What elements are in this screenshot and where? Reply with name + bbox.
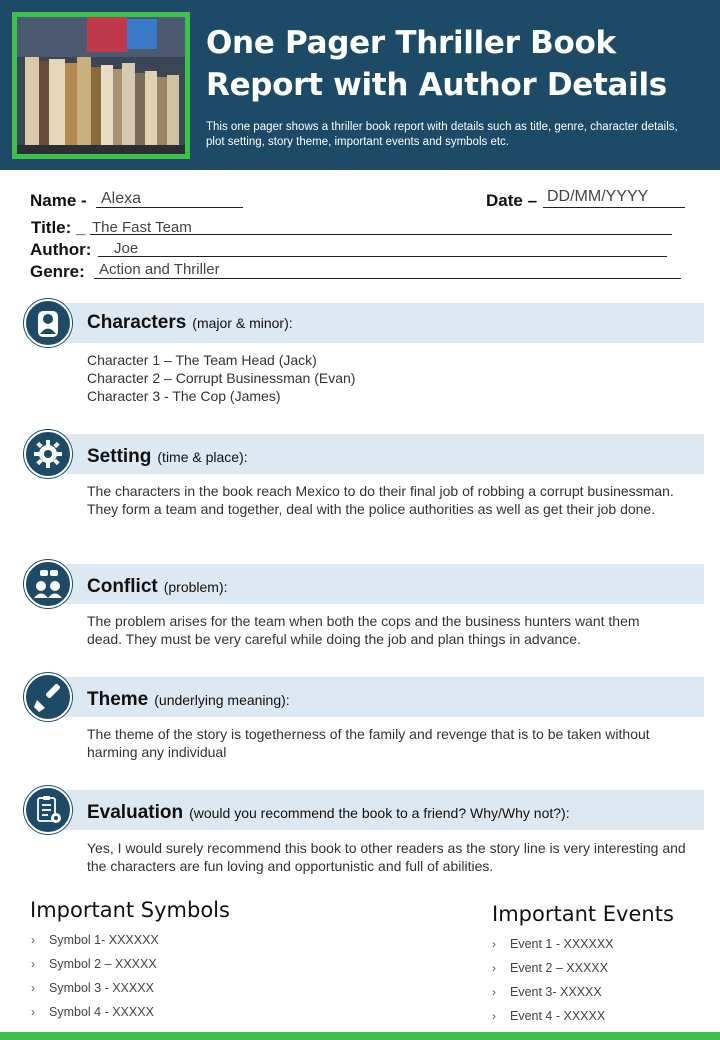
bullet-chevron-icon: ›	[31, 957, 35, 971]
bullet-chevron-icon: ›	[492, 985, 496, 999]
setting-icon-badge	[24, 430, 72, 478]
header-banner	[0, 0, 720, 170]
page-title-line-2: Report with Author Details	[206, 67, 667, 103]
author-field[interactable]	[98, 237, 667, 257]
list-item: › Event 2 – XXXXX	[492, 956, 614, 980]
list-item: › Symbol 4 - XXXXX	[31, 1000, 159, 1024]
characters-title: Characters	[87, 312, 187, 333]
genre-label: Genre:	[30, 262, 85, 281]
symbols-list	[31, 928, 159, 1024]
conflict-icon	[26, 562, 70, 606]
evaluation-heading	[87, 802, 570, 824]
list-item: › Symbol 3 - XXXXX	[31, 976, 159, 1000]
character-line: Character 2 – Corrupt Businessman (Evan)	[87, 370, 356, 386]
evaluation-body: Yes, I would surely recommend this book to other readers as the story line is very interesting and the characters are fun loving and opportunistic and full of abilities.	[87, 840, 686, 874]
events-list	[492, 932, 614, 1028]
list-item: › Symbol 2 – XXXXX	[31, 952, 159, 976]
evaluation-icon-badge	[24, 786, 72, 834]
bottom-accent-bar	[0, 1032, 720, 1040]
date-label: Date –	[486, 191, 538, 210]
name-value: Alexa	[101, 190, 142, 207]
title-value: The Fast Team	[92, 219, 192, 236]
evaluation-subtitle: (would you recommend the book to a friend? Why/Why not?):	[189, 805, 570, 821]
characters-subtitle: (major & minor):	[192, 315, 293, 331]
page-title	[206, 22, 706, 106]
author-label: Author:	[30, 240, 92, 259]
theme-title: Theme	[87, 689, 149, 710]
page-title-line-1: One Pager Thriller Book	[206, 25, 616, 61]
gear-icon	[26, 432, 70, 476]
setting-heading	[87, 446, 248, 468]
character-line: Character 1 – The Team Head (Jack)	[87, 352, 317, 368]
paintbrush-icon	[26, 675, 70, 719]
characters-heading	[87, 312, 293, 334]
bullet-chevron-icon: ›	[31, 933, 35, 947]
list-item: › Event 3- XXXXX	[492, 980, 614, 1004]
setting-body: The characters in the book reach Mexico to do their final job of robbing a corrupt businessman. They form a team and together, deal with the police authorities as well as get their job done.	[87, 483, 674, 517]
character-line: Character 3 - The Cop (James)	[87, 388, 281, 404]
bullet-chevron-icon: ›	[492, 937, 496, 951]
genre-value: Action and Thriller	[99, 261, 220, 278]
books-photo	[12, 12, 190, 159]
theme-subtitle: (underlying meaning):	[154, 692, 290, 708]
conflict-icon-badge	[24, 560, 72, 608]
bullet-chevron-icon: ›	[492, 1009, 496, 1023]
date-value: DD/MM/YYYY	[547, 188, 649, 205]
person-icon	[26, 301, 70, 345]
title-label: Title: _	[31, 218, 86, 237]
page-subtitle: This one pager shows a thriller book report with details such as title, genre, character details, plot setting, story theme, important events and symbols etc.	[206, 121, 678, 148]
list-item: › Event 1 - XXXXXX	[492, 932, 614, 956]
bullet-chevron-icon: ›	[31, 1005, 35, 1019]
characters-icon-badge	[24, 299, 72, 347]
characters-body	[87, 351, 697, 405]
clipboard-icon	[26, 788, 70, 832]
conflict-body: The problem arises for the team when both the cops and the business hunters want them dead. They must be very careful while doing the job and plan things in advance.	[87, 613, 640, 647]
theme-body: The theme of the story is togetherness of the family and revenge that is to be taken without harming any individual	[87, 726, 650, 760]
bullet-chevron-icon: ›	[492, 961, 496, 975]
important-events-title: Important Events	[492, 902, 674, 926]
conflict-title: Conflict	[87, 576, 158, 597]
books-image-icon	[17, 17, 185, 154]
theme-heading	[87, 689, 290, 711]
author-value: Joe	[114, 240, 139, 257]
theme-icon-badge	[24, 673, 72, 721]
setting-title: Setting	[87, 446, 152, 467]
conflict-subtitle: (problem):	[163, 579, 228, 595]
bullet-chevron-icon: ›	[31, 981, 35, 995]
evaluation-title: Evaluation	[87, 802, 184, 823]
important-symbols-title: Important Symbols	[30, 898, 230, 922]
list-item: › Symbol 1- XXXXXX	[31, 928, 159, 952]
setting-subtitle: (time & place):	[157, 449, 248, 465]
conflict-heading	[87, 576, 228, 598]
name-label: Name -	[30, 191, 87, 210]
list-item: › Event 4 - XXXXX	[492, 1004, 614, 1028]
